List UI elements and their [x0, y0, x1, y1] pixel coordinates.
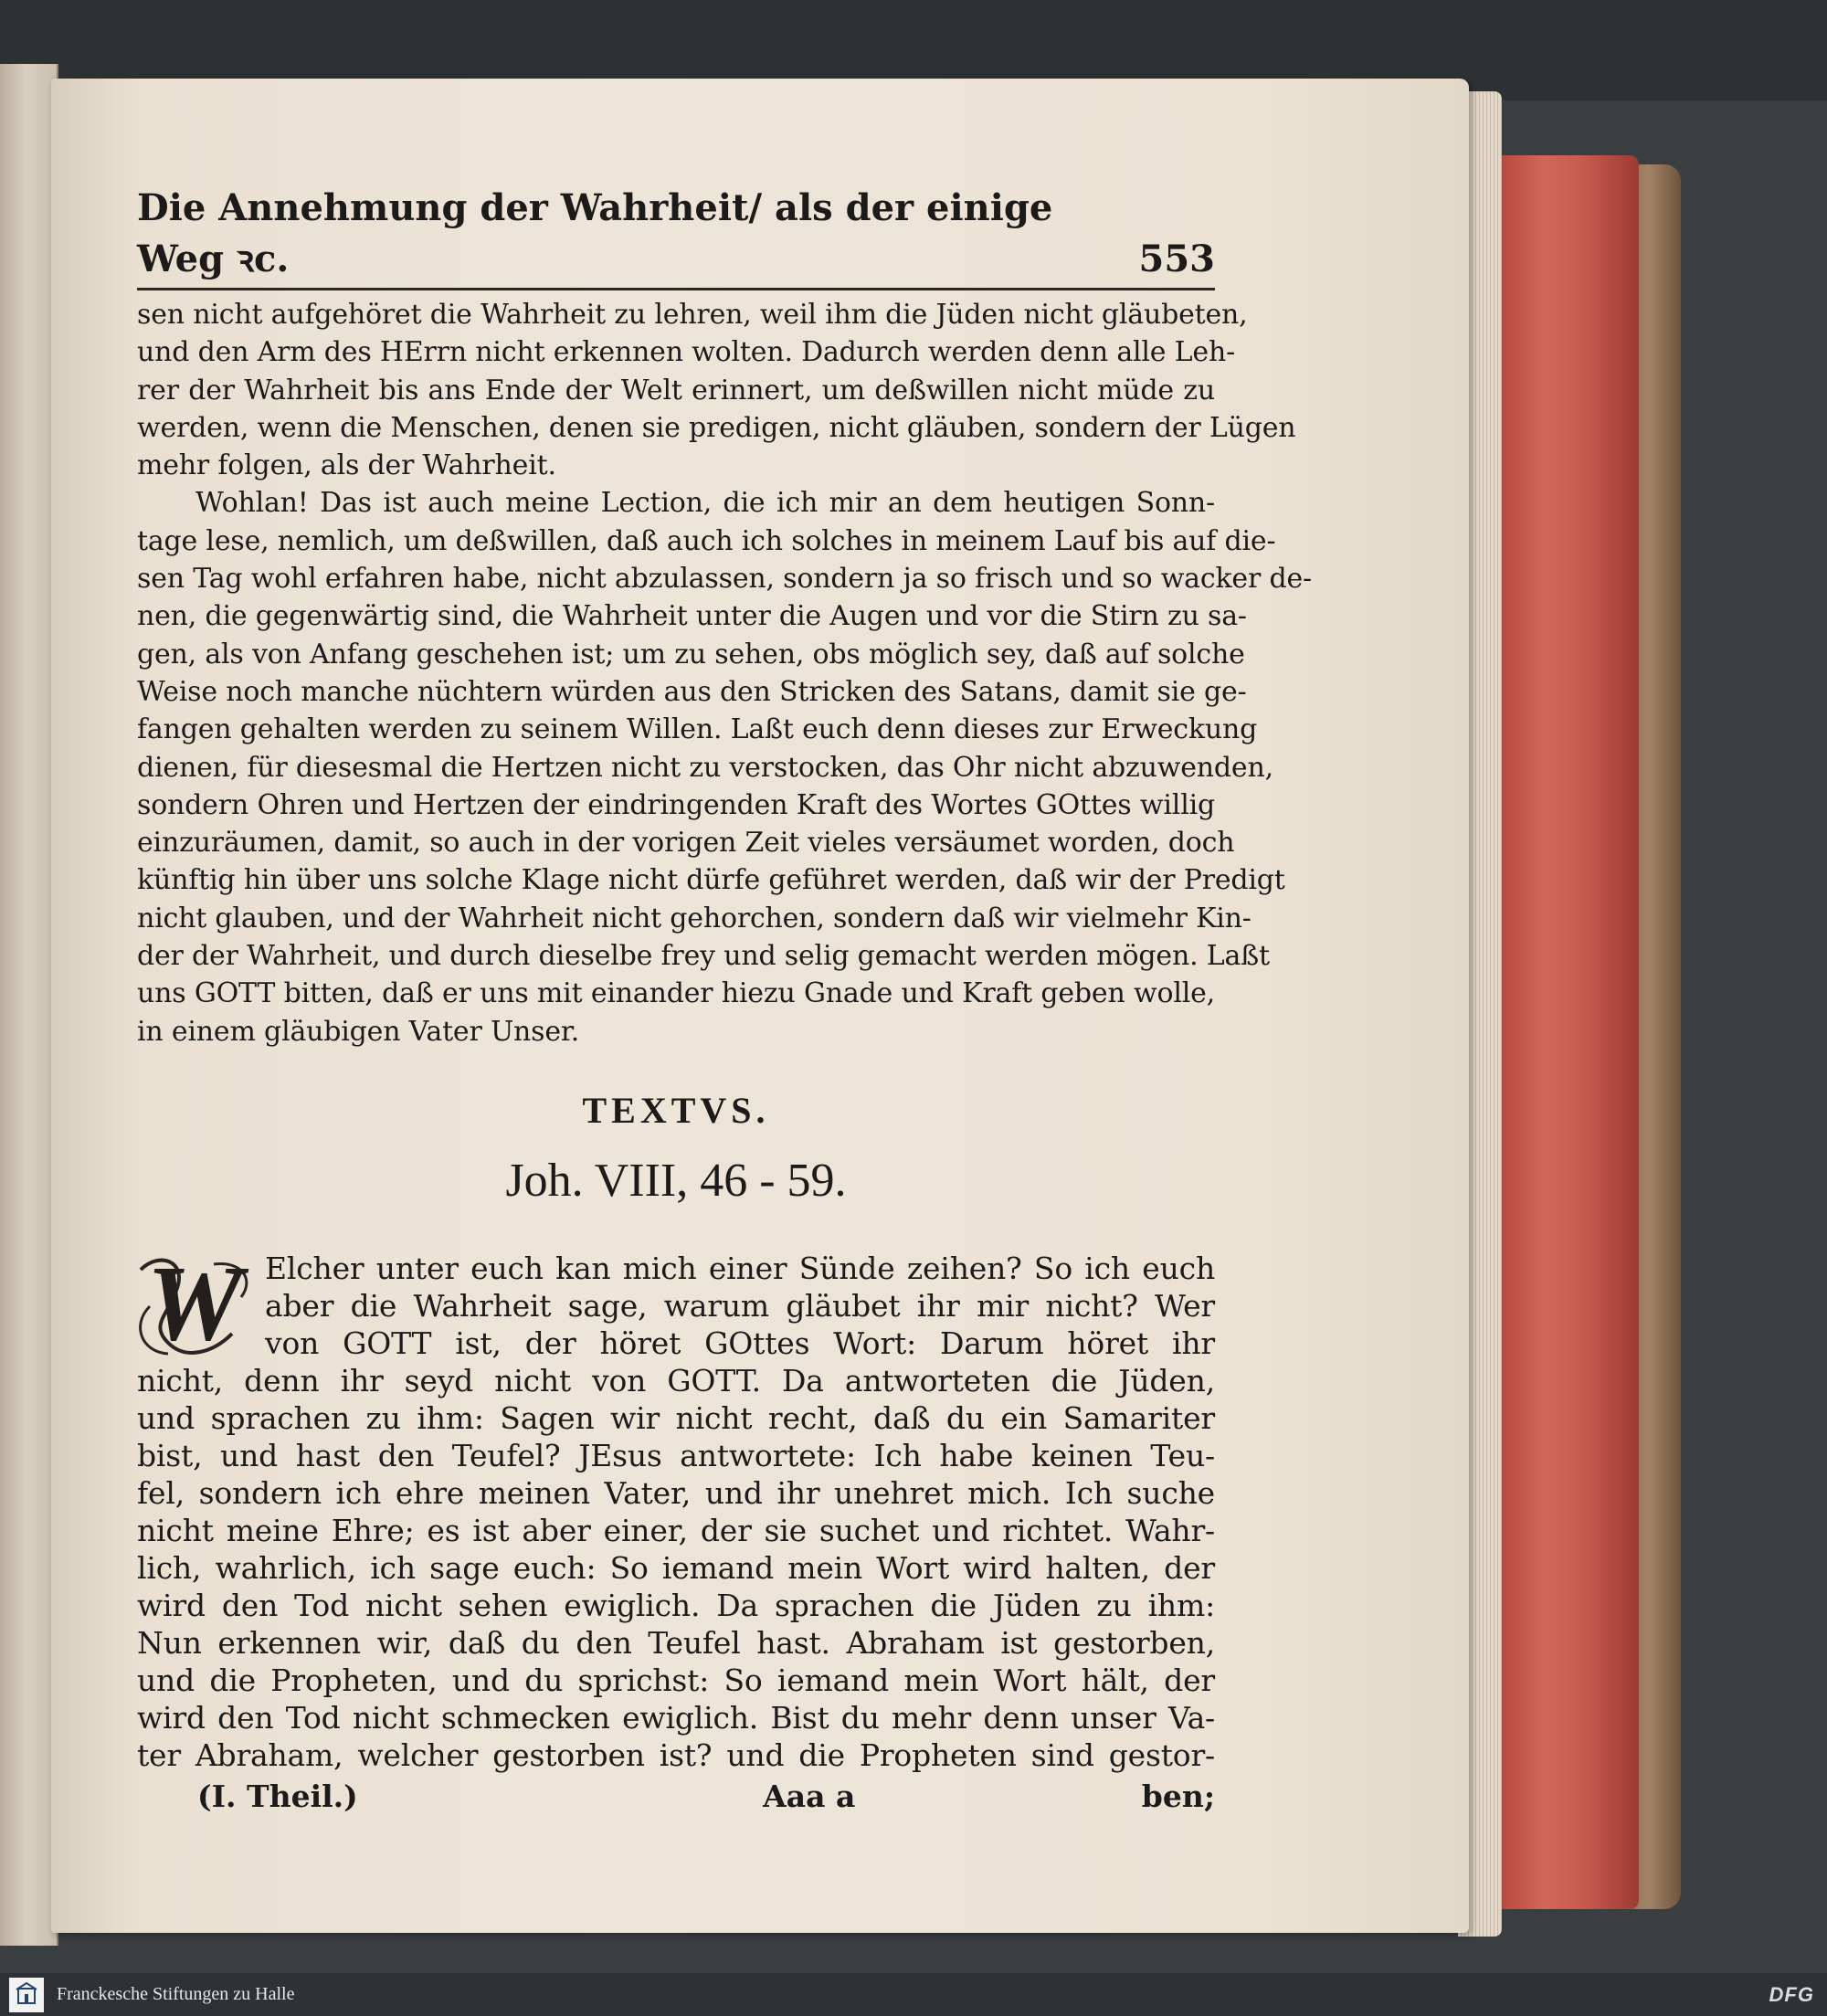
- scripture-line: bist, und hast den Teufel? JEsus antwortete: Ich habe keinen Teu-: [137, 1437, 1215, 1473]
- text-line: nicht glauben, und der Wahrheit nicht gehorchen, sondern daß wir vielmehr Kin-: [137, 902, 1251, 934]
- volume-signature: (I. Theil.): [197, 1778, 358, 1814]
- scripture-line: Nun erkennen wir, daß du den Teufel hast. Abraham ist gestorben,: [137, 1624, 1215, 1661]
- scripture-line: wird den Tod nicht schmecken ewiglich. Bist du mehr denn unser Va-: [137, 1699, 1215, 1736]
- text-line: künftig hin über uns solche Klage nicht dürfe geführet werden, daß wir der Predigt: [137, 864, 1285, 897]
- text-line: sondern Ohren und Hertzen der eindringenden Kraft des Wortes GOttes willig: [137, 788, 1215, 821]
- paragraph-1: [137, 296, 1296, 484]
- text-line: mehr folgen, als der Wahrheit.: [137, 449, 556, 482]
- text-line: und den Arm des HErrn nicht erkennen wolten. Dadurch werden denn alle Leh-: [137, 336, 1236, 369]
- text-line: dienen, für diesesmal die Hertzen nicht zu verstocken, das Ohr nicht abzuwenden,: [137, 751, 1273, 784]
- scripture-line: wird den Tod nicht sehen ewiglich. Da sprachen die Jüden zu ihm:: [137, 1587, 1215, 1623]
- scripture-line: nicht meine Ehre; es ist aber einer, der sie suchet und richtet. Wahr-: [137, 1512, 1215, 1548]
- page-footer: [137, 1776, 1215, 1818]
- scripture-line: Elcher unter euch kan mich einer Sünde zeihen? So ich euch: [265, 1250, 1215, 1286]
- text-line: uns GOTT bitten, daß er uns mit einander hiezu Gnade und Kraft geben wolle,: [137, 977, 1215, 1010]
- text-line: tage lese, nemlich, um deßwillen, daß auch ich solches in meinem Lauf bis auf die-: [137, 524, 1276, 557]
- library-credit[interactable]: [0, 1978, 294, 2012]
- red-page-edge: [1502, 155, 1639, 1909]
- text-line: Weise noch manche nüchtern würden aus den Stricken des Satans, damit sie ge-: [137, 675, 1247, 708]
- text-line: werden, wenn die Menschen, denen sie predigen, nicht gläuben, sondern der Lügen: [137, 411, 1296, 444]
- text-line: sen nicht aufgehöret die Wahrheit zu lehren, weil ihm die Jüden nicht gläubeten,: [137, 299, 1248, 331]
- library-logo-icon: [9, 1978, 44, 2012]
- dfg-logo[interactable]: DFG: [1769, 1982, 1814, 2006]
- running-head-line: [137, 183, 1215, 285]
- text-line: sen Tag wohl erfahren habe, nicht abzulassen, sondern ja so frisch und so wacker de-: [137, 563, 1312, 596]
- scripture-reference: Joh. VIII, 46 - 59.: [505, 1154, 847, 1207]
- scripture-line: aber die Wahrheit sage, warum gläubet ihr mir nicht? Wer: [265, 1287, 1215, 1324]
- scripture-text: [137, 1242, 1215, 1774]
- catchword: ben;: [1141, 1778, 1215, 1814]
- scripture-line: nicht, denn ihr seyd nicht von GOTT. Da antworteten die Jüden,: [137, 1362, 1215, 1399]
- page-number: 553: [1138, 237, 1215, 280]
- text-line: einzuräumen, damit, so auch in der vorigen Zeit vieles versäumet worden, doch: [137, 827, 1235, 860]
- textus-title: TEXTVS.: [582, 1089, 770, 1131]
- drop-cap-initial: W: [146, 1242, 243, 1363]
- page-text-block: [137, 183, 1312, 1818]
- scripture-line: fel, sondern ich ehre meinen Vater, und ihr unehret mich. Ich suche: [137, 1474, 1215, 1511]
- text-line: fangen gehalten werden zu seinem Willen. Laßt euch denn dieses zur Erweckung: [137, 713, 1258, 746]
- text-line: rer der Wahrheit bis ans Ende der Welt erinnert, um deßwillen nicht müde zu: [137, 374, 1215, 406]
- gathering-signature: Aaa a: [763, 1778, 856, 1814]
- scripture-line: ter Abraham, welcher gestorben ist? und die Propheten sind gestor-: [137, 1736, 1215, 1773]
- text-line: der der Wahrheit, und durch dieselbe frey und selig gemacht werden mögen. Laßt: [137, 940, 1270, 973]
- text-line: gen, als von Anfang geschehen ist; um zu sehen, obs möglich sey, daß auf solche: [137, 638, 1245, 670]
- library-name: Franckesche Stiftungen zu Halle: [57, 1984, 295, 2004]
- scripture-line: von GOTT ist, der höret GOttes Wort: Darum höret ihr: [265, 1325, 1215, 1361]
- running-head: Die Annehmung der Wahrheit/ als der einige Weg ꝛc.: [137, 186, 1053, 280]
- text-line: in einem gläubigen Vater Unser.: [137, 1015, 580, 1048]
- viewer-footer-bar: [0, 1973, 1827, 2016]
- header-rule: [137, 288, 1215, 290]
- text-line: nen, die gegenwärtig sind, die Wahrheit unter die Augen und vor die Stirn zu sa-: [137, 600, 1247, 633]
- left-page-edge: [0, 64, 58, 1946]
- sermon-text: [137, 296, 1312, 1050]
- scripture-line: und sprachen zu ihm: Sagen wir nicht recht, daß du ein Samariter: [137, 1399, 1215, 1436]
- scripture-line: lich, wahrlich, ich sage euch: So iemand mein Wort wird halten, der: [137, 1549, 1215, 1586]
- scripture-line: und die Propheten, und du sprichst: So iemand mein Wort hält, der: [137, 1662, 1215, 1698]
- paragraph-2: [137, 484, 1312, 1050]
- text-line: Wohlan! Das ist auch meine Lection, die ich mir an dem heutigen Sonn-: [195, 487, 1215, 520]
